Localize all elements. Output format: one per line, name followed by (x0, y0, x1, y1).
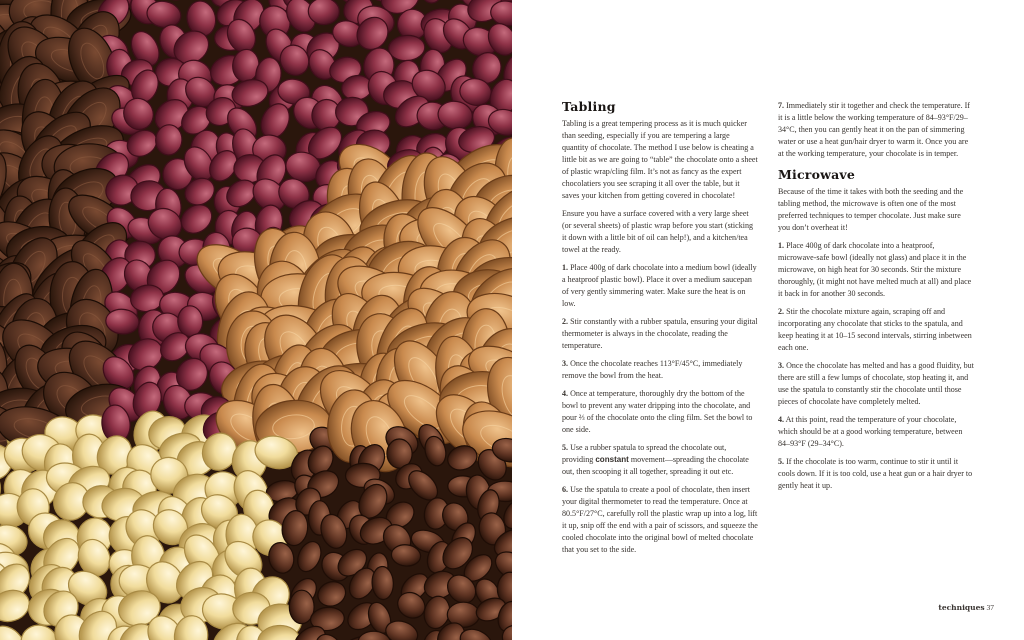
step-text: Stir constantly with a rubber spatula, ensuring your digital thermometer is always in the chocolate, reading the temperature. (562, 317, 758, 350)
step-text: Stir the chocolate mixture again, scraping off and incorporating any chocolate that sticks to the spatula, and keep heating it at 10–15 second intervals, stirring inbetween each one. (778, 307, 972, 352)
step-text: Use the spatula to create a pool of chocolate, then insert your digital thermometer to read the temperature. Once at 80.5°F/27°C, carefully roll the plastic wrap up into a log, lift it up, snip off the end with a pair of scissors, and squeeze the cooled chocolate into the original bowl of melted chocolate that you set to the side. (562, 485, 758, 554)
keyword-constant: constant (595, 455, 629, 464)
text-page (512, 0, 1024, 640)
step-number: 7. (778, 101, 785, 110)
step-number: 6. (562, 485, 569, 494)
tabling-step-6 (562, 484, 758, 556)
step-number: 2. (562, 317, 569, 326)
microwave-step-1 (778, 240, 974, 300)
tabling-heading: Tabling (562, 99, 616, 114)
tabling-intro: Tabling is a great tempering process as it is much quicker than seeding, especially if you are tempering a large quantity of chocolate. The method I use below is cheating a little bit as we are going to “table” the chocolate onto a sheet of plastic wrap/cling film. It’s not as fancy as the expert chocolatiers you see scraping it all over the table, but it saves your kitchen from getting covered in chocolate! (562, 119, 758, 200)
microwave-step-4 (778, 414, 974, 450)
step-text: If the chocolate is too warm, continue to stir it until it cools down. If it is too cold, use a heat gun or a hair dryer to gently heat it up. (778, 457, 973, 490)
step-number: 4. (562, 389, 569, 398)
step-number: 2. (778, 307, 785, 316)
step-text-cont: movement—spreading the chocolate out, then scooping it all together, spreading it out etc. (562, 455, 749, 476)
left-column (562, 100, 758, 562)
step-number: 3. (562, 359, 569, 368)
step-text: Once the chocolate reaches 113°F/45°C, immediately remove the bowl from the heat. (562, 359, 743, 380)
page-footer (938, 603, 994, 612)
tabling-step-1 (562, 262, 758, 310)
step-text: At this point, read the temperature of your chocolate, which should be at a good working temperature, between 84–93°F (29–34°C). (778, 415, 963, 448)
step-text: Place 400g of dark chocolate into a medium bowl (ideally a heatproof plastic bowl). Place it over a medium saucepan of very gently simmering water. Make sure the heat is on low. (562, 263, 757, 308)
step-text: Once at temperature, thoroughly dry the bottom of the bowl to prevent any water dripping into the chocolate, and pour ⅔ of the chocolate onto the cling film. Set the bowl to one side. (562, 389, 753, 434)
step-number: 5. (562, 443, 569, 452)
tabling-step-2 (562, 316, 758, 352)
step-text: Place 400g of dark chocolate into a heatproof, microwave-safe bowl (ideally not glass) and place it in the microwave, on high heat for 30 seconds. Stir the mixture thoroughly, (it might not have melted much at all) and place it back in for another 30 seconds. (778, 241, 972, 298)
tabling-step-4 (562, 388, 758, 436)
step-text: Once the chocolate has melted and has a good fluidity, but there are still a few lumps of chocolate, stop heating it, and use the spatula to constantly stir the chocolate until those pieces of chocolate have completely melted. (778, 361, 974, 406)
microwave-step-5 (778, 456, 974, 492)
tabling-prep: Ensure you have a surface covered with a very large sheet (or several sheets) of plastic wrap before you start (sticking it down with a little bit of oil can help!), and a kitchen/tea towel at the ready. (562, 209, 754, 254)
step-text: Immediately stir it together and check the temperature. If it is a little below the working temperature of 84–93°F/29–34°C, then you can gently heat it on the pan of simmering water or use a heat gun/hair dryer to warm it. Once you are at the working temperature, your chocolate is in temper. (778, 101, 970, 158)
microwave-step-2 (778, 306, 974, 354)
step-number: 5. (778, 457, 785, 466)
tabling-step-7 (778, 100, 974, 160)
step-number: 1. (778, 241, 785, 250)
step-number: 4. (778, 415, 785, 424)
tabling-step-5 (562, 442, 758, 478)
microwave-step-3 (778, 360, 974, 408)
tabling-step-3 (562, 358, 758, 382)
microwave-heading: Microwave (778, 167, 855, 182)
step-text: Use a rubber spatula to spread the chocolate out, providing (562, 443, 727, 464)
footer-page-number: 37 (986, 603, 994, 612)
step-number: 3. (778, 361, 785, 370)
right-column (778, 100, 974, 498)
step-number: 1. (562, 263, 569, 272)
microwave-intro: Because of the time it takes with both the seeding and the tabling method, the microwave is often one of the most preferred techniques to temper chocolate. Just make sure you don’t overheat it! (778, 187, 964, 232)
footer-section: techniques (938, 603, 985, 612)
